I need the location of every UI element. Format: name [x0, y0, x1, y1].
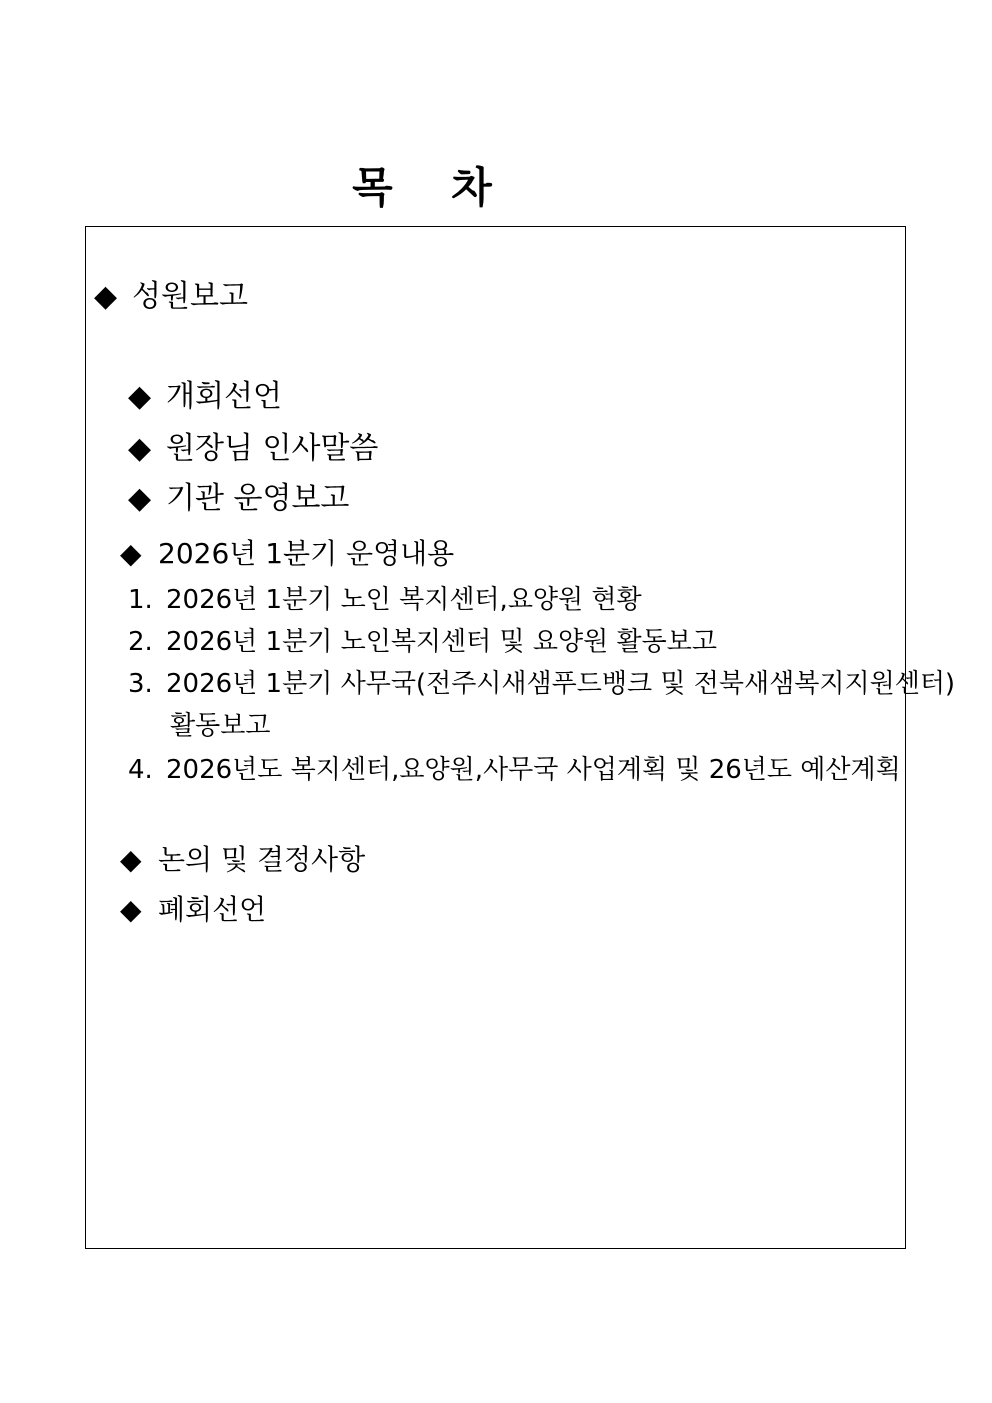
- diamond-bullet-icon: ◆: [120, 537, 142, 570]
- diamond-bullet-icon: ◆: [120, 843, 142, 876]
- toc-subitem-label: 2026년도 복지센터,요양원,사무국 사업계획 및 26년도 예산계획: [166, 755, 901, 785]
- diamond-bullet-icon: ◆: [128, 431, 152, 466]
- toc-subitem-number: 2.: [128, 627, 153, 657]
- toc-item-label: 기관 운영보고: [166, 481, 350, 516]
- toc-subitem-label: 활동보고: [170, 711, 271, 741]
- toc-subitem-3: [128, 669, 955, 700]
- page-title: 목 차: [352, 163, 514, 212]
- diamond-bullet-icon: ◆: [128, 481, 152, 516]
- toc-item-label: 2026년 1분기 운영내용: [158, 537, 455, 570]
- toc-subitem-number: 3.: [128, 669, 153, 699]
- toc-subitem-2: [128, 627, 717, 658]
- toc-subitem-label: 2026년 1분기 노인복지센터 및 요양원 활동보고: [166, 627, 718, 657]
- toc-subitem-number: 1.: [128, 585, 153, 615]
- toc-item-label: 원장님 인사말씀: [166, 431, 379, 466]
- toc-item-closing: [120, 893, 266, 927]
- diamond-bullet-icon: ◆: [94, 279, 118, 314]
- toc-item-label: 성원보고: [132, 279, 248, 314]
- toc-item-operation-report: [128, 481, 349, 517]
- toc-item-discussion: [120, 843, 365, 877]
- toc-subitem-label: 2026년 1분기 노인 복지센터,요양원 현황: [166, 585, 642, 615]
- diamond-bullet-icon: ◆: [120, 893, 142, 926]
- toc-subitem-4: [128, 755, 901, 786]
- toc-subitem-1: [128, 585, 642, 616]
- toc-item-label: 논의 및 결정사항: [158, 843, 366, 876]
- toc-subitem-number: 4.: [128, 755, 153, 785]
- toc-subitem-label: 2026년 1분기 사무국(전주시새샘푸드뱅크 및 전북새샘복지지원센터): [166, 669, 956, 699]
- toc-item-greeting: [128, 431, 378, 467]
- toc-item-roll-call: [94, 279, 248, 315]
- toc-item-quarter-content: [120, 537, 454, 571]
- toc-item-label: 폐회선언: [158, 893, 267, 926]
- table-of-contents-box: [85, 226, 956, 1249]
- diamond-bullet-icon: ◆: [128, 379, 152, 414]
- toc-item-label: 개회선언: [166, 379, 282, 414]
- toc-subitem-3-continuation: [170, 711, 270, 742]
- toc-item-opening: [128, 379, 282, 415]
